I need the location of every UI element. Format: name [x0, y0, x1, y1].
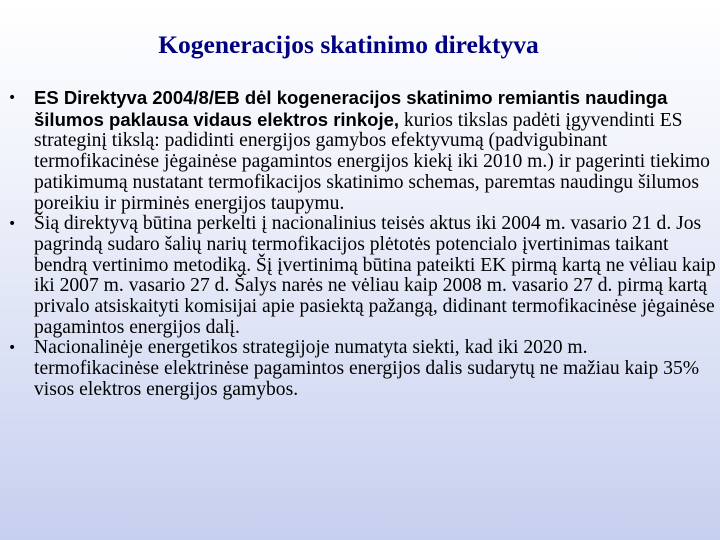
bullet-list [8, 88, 716, 401]
bullet-2-text: Šią direktyvą būtina perkelti į nacionalinius teisės aktus iki 2004 m. vasario 21 d. Jos pagrindą sudaro šalių narių termofikacijos plėtotės potencialo įvertinimas taikant bendrą vertinimo metodiką. Šį įvertinimą būtina pateikti EK pirmą kartą ne vėliau kaip iki 2007 m. vasario 27 d. Šalys narės ne vėliau kaip 2008 m. vasario 27 d. pirmą kartą privalo atsiskaityti komisijai apie pasiektą pažangą, didinant termofikacinėse jėgainėse pagamintos energijos dalį. [34, 213, 716, 338]
bullet-icon: • [8, 340, 17, 357]
bullet-1-bold-text: ES Direktyva 2004/8/EB dėl kogeneracijos skatinimo remiantis naudinga šilumos paklausa vidaus elektros rinkoje, [34, 87, 668, 130]
bullet-3-text: Nacionalinėje energetikos strategijoje numatyta siekti, kad iki 2020 m. termofikacinėse elektrinėse pagamintos energijos dalis sudarytų ne mažiau kaip 35% visos elektros energijos gamybos. [34, 337, 700, 400]
bullet-1-text: kurios tikslas padėti įgyvendinti ES strateginį tikslą: padidinti energijos gamybos efektyvumą (padvigubinant termofikacinėse jėgainėse pagamintos energijos kiekį iki 2010 m.) ir pagerinti tiekimo patikimumą nustatant termofikacijos skatinimo schemas, paremtas naudingu šilumos poreikiu ir pirminės energijos taupymu. [34, 109, 710, 214]
bullet-icon: • [8, 216, 17, 233]
bullet-item-1 [8, 88, 716, 214]
bullet-item-3 [8, 338, 716, 400]
slide-title: Kogeneracijos skatinimo direktyva [158, 30, 539, 59]
bullet-item-2 [8, 214, 716, 338]
bullet-icon: • [8, 90, 17, 106]
